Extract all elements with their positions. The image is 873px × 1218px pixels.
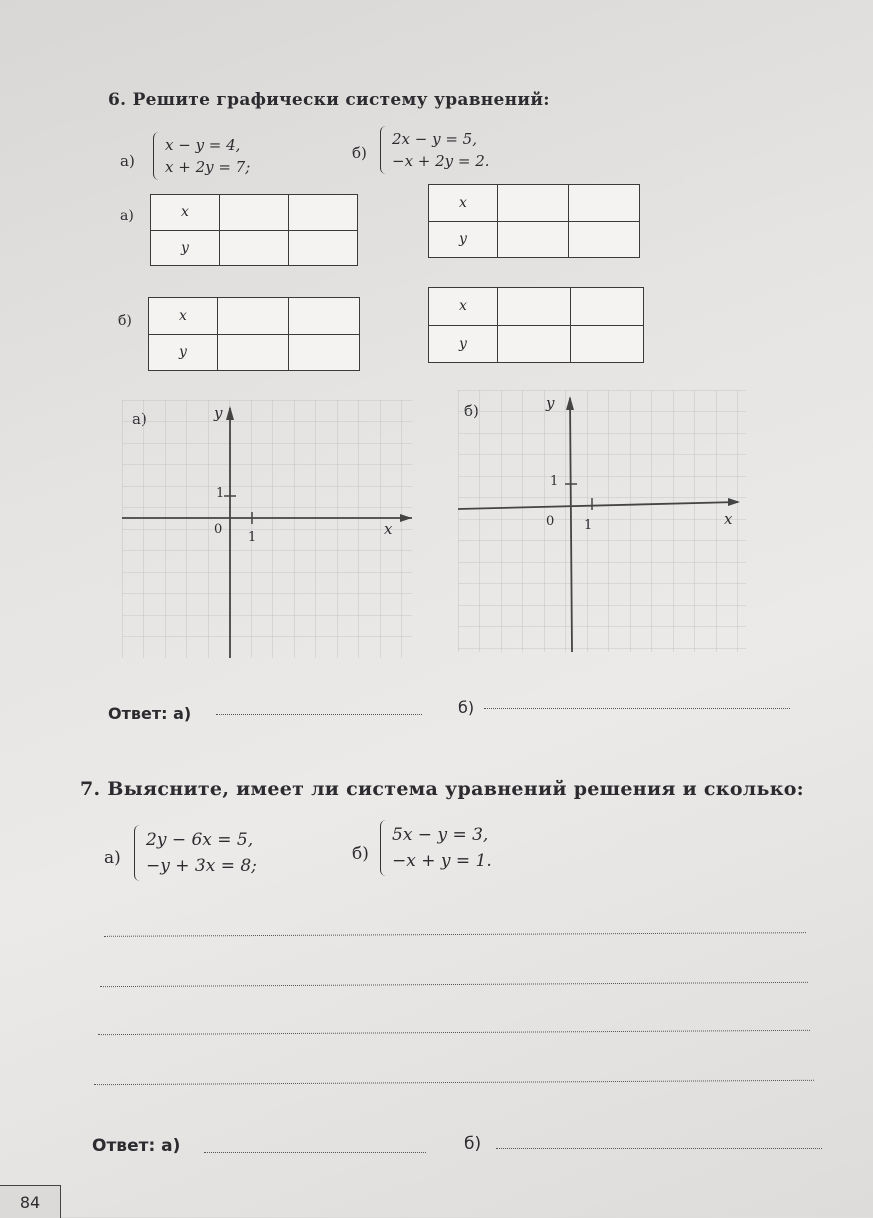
value-table-b2 [428,287,644,363]
equation: −x + y = 1. [392,851,492,871]
table-cell[interactable] [498,221,569,258]
table-row-header: x [429,185,498,222]
origin-label: 0 [214,522,223,537]
equation: x + 2y = 7; [165,158,251,176]
value-table-b1 [148,297,360,371]
table-cell[interactable] [220,195,289,231]
task6-answer-a-line[interactable] [216,714,422,715]
y-axis-label: y [546,394,555,412]
table-row-header: x [151,195,220,231]
task7-system-b [380,820,492,876]
x-axis-label: x [384,520,393,538]
brace-icon [153,132,161,180]
task6-system-a-label: а) [120,152,135,170]
task6-answer-b-label: б) [458,698,475,717]
grid-background [458,390,746,652]
table-cell[interactable] [218,334,289,371]
y-tick-label: 1 [216,486,225,501]
writing-line-4[interactable] [94,1080,814,1085]
writing-line-1[interactable] [104,932,806,937]
equation: −x + 2y = 2. [392,152,490,170]
writing-line-3[interactable] [98,1030,810,1035]
table-cell[interactable] [220,230,289,266]
table-cell[interactable] [289,195,358,231]
table-cell[interactable] [289,334,360,371]
table-row-header: y [429,325,498,363]
task6-system-b [380,126,490,174]
table-cell[interactable] [498,325,571,363]
table-cell[interactable] [569,185,640,222]
task6-system-a [153,132,250,180]
table-cell[interactable] [289,230,358,266]
table-cell[interactable] [569,221,640,258]
graph-b[interactable] [458,390,750,659]
task7-answer-label: Ответ: а) [92,1136,181,1156]
table-cell[interactable] [571,325,644,363]
origin-label: 0 [546,514,555,529]
page-number: 84 [0,1185,61,1218]
brace-icon [380,820,388,876]
x-tick-label: 1 [584,518,593,533]
task7-title: 7. Выясните, имеет ли система уравнений решения и сколько: [80,778,804,800]
table-b-label: б) [118,313,132,329]
table-a-label: а) [120,208,134,224]
task6-answer-b-line[interactable] [484,708,790,709]
y-tick-label: 1 [550,474,559,489]
equation: 2x − y = 5, [392,130,477,148]
table-cell[interactable] [571,288,644,326]
table-row-header: y [149,334,218,371]
table-cell[interactable] [289,298,360,335]
task7-system-b-label: б) [352,844,369,864]
equation: x − y = 4, [165,136,241,154]
equation: 2y − 6x = 5, [146,830,254,850]
table-cell[interactable] [498,288,571,326]
value-table-a1 [150,194,358,266]
task7-system-a [134,825,257,881]
task7-answer-a-line[interactable] [204,1152,426,1153]
equation: 5x − y = 3, [392,825,489,845]
x-tick-label: 1 [248,530,257,545]
task6-answer-label: Ответ: а) [108,704,192,723]
task7-answer-b-label: б) [464,1134,482,1154]
task6-title: 6. Решите графически систему уравнений: [108,90,550,110]
brace-icon [134,825,142,881]
coordinate-grid-b [458,390,750,655]
table-cell[interactable] [218,298,289,335]
task6-system-b-label: б) [352,144,367,162]
x-axis-label: x [724,510,733,528]
brace-icon [380,126,388,174]
equation: −y + 3x = 8; [146,856,257,876]
table-row-header: x [429,288,498,326]
table-row-header: x [149,298,218,335]
graph-a[interactable] [122,400,422,664]
table-row-header: y [429,221,498,258]
task7-answer-b-line[interactable] [496,1148,822,1149]
y-axis-label: y [214,404,223,422]
table-cell[interactable] [498,185,569,222]
task7-system-a-label: а) [104,848,121,868]
writing-line-2[interactable] [100,982,808,987]
value-table-a2 [428,184,640,258]
table-row-header: y [151,230,220,266]
grid-background [122,400,412,658]
coordinate-grid-a [122,400,422,660]
